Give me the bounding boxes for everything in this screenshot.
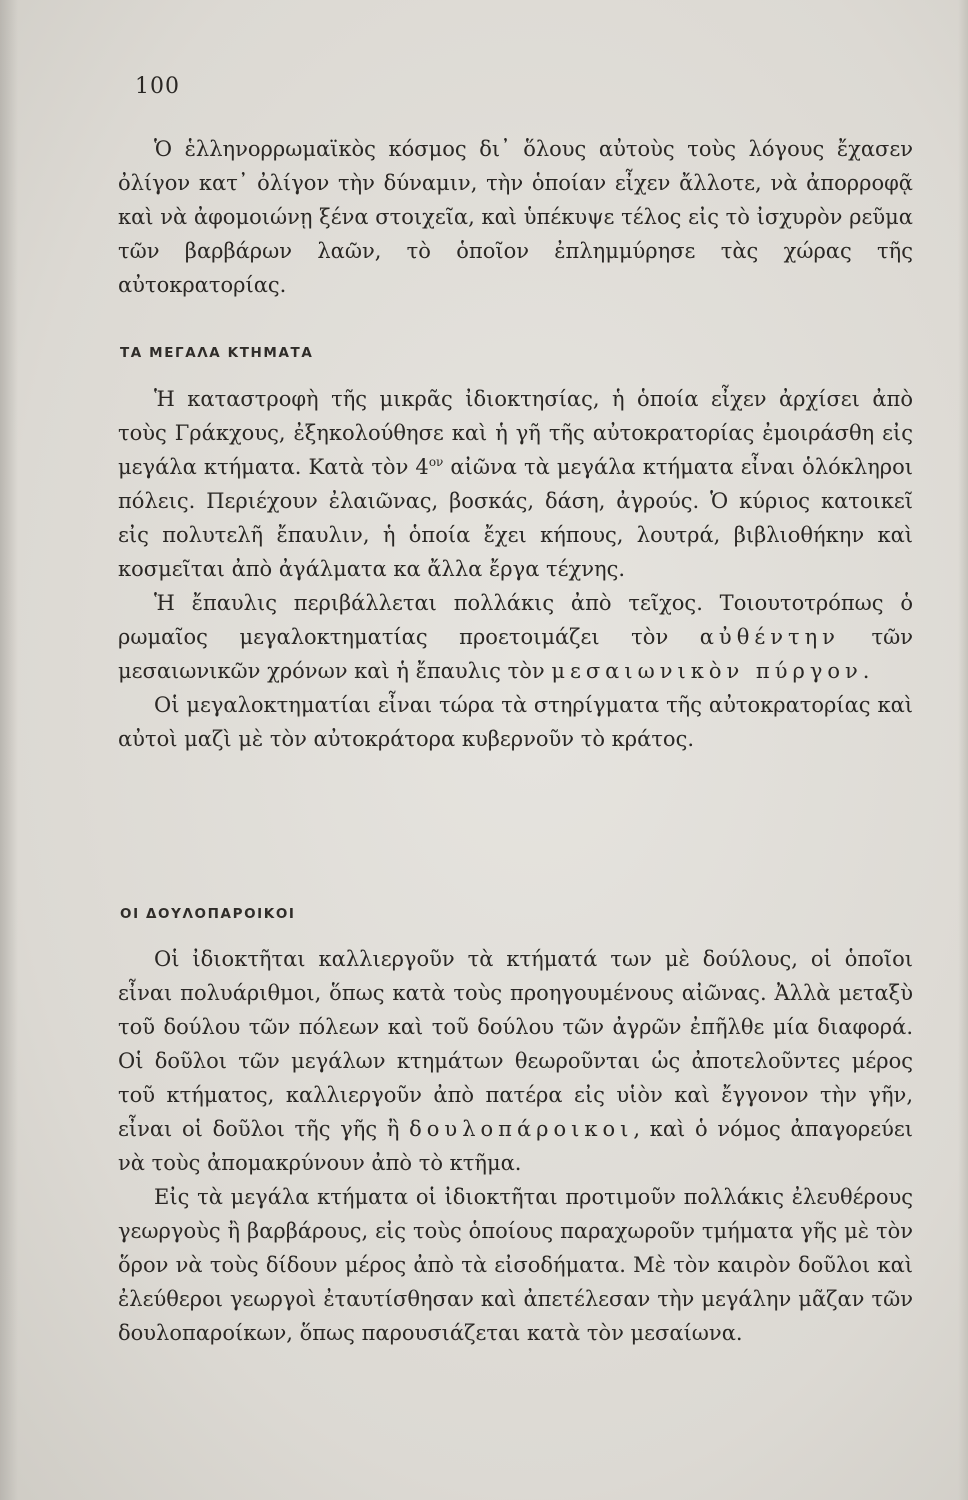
- section-estates-body: [118, 382, 913, 756]
- text-run: .: [862, 659, 870, 683]
- paragraph-serfs-1: [118, 942, 913, 1180]
- section-heading-serfs: ΟΙ ΔΟΥΛΟΠΑΡΟΙΚΟΙ: [120, 906, 296, 922]
- page-edge-shadow: [958, 0, 968, 1500]
- superscript-ordinal: ον: [428, 455, 444, 469]
- intro-paragraph: Ὁ ἑλληνορρωμαϊκὸς κόσμος δι᾽ ὅλους αὐτοὺς τοὺς λόγους ἔχασεν ὀλίγον κατ᾽ ὀλίγον τὴν δύναμιν, τὴν ὁποίαν εἶχεν ἄλλοτε, νὰ ἀπορροφᾷ καὶ νὰ ἀφομοιώνῃ ξένα στοιχεῖα, καὶ ὑπέκυψε τέλος εἰς τὸ ἰσχυρὸν ρεῦμα τῶν βαρβάρων λαῶν, τὸ ὁποῖον ἐπλημμύρησε τὰς χώρας τῆς αὐτοκρατορίας.: [118, 137, 913, 297]
- text-run: , καὶ ὁ νόμος ἀπαγορεύει νὰ τοὺς ἀπομακρύνουν ἀπὸ τὸ κτῆμα.: [118, 1117, 913, 1175]
- paragraph-estates-3: Οἱ μεγαλοκτηματίαι εἶναι τώρα τὰ στηρίγματα τῆς αὐτοκρατορίας καὶ αὐτοὶ μαζὶ μὲ τὸν αὐτοκράτορα κυβερνοῦν τὸ κράτος.: [118, 693, 913, 751]
- section-heading-estates: ΤΑ ΜΕΓΑΛΑ ΚΤΗΜΑΤΑ: [120, 345, 314, 361]
- text-run: Ἡ καταστροφὴ τῆς μικρᾶς ἰδιοκτησίας, ἡ ὁποία εἶχεν ἀρχίσει ἀπὸ τοὺς Γράκχους, ἐξηκολούθησε καὶ ἡ γῆ τῆς αὐτοκρατορίας ἐμοιράσθη εἰς μεγάλα κτήματα. Κατὰ τὸν 4: [118, 387, 913, 479]
- page-gutter-shadow: [0, 0, 18, 1500]
- paragraph-serfs-2: Εἰς τὰ μεγάλα κτήματα οἱ ἰδιοκτῆται προτιμοῦν πολλάκις ἐλευθέρους γεωργοὺς ἢ βαρβάρους, εἰς τοὺς ὁποίους παραχωροῦν τμήματα γῆς μὲ τὸν ὅρον νὰ τοὺς δίδουν μέρος ἀπὸ τὰ εἰσοδήματα. Μὲ τὸν καιρὸν δοῦλοι καὶ ἐλεύθεροι γεωργοὶ ἐταυτίσθησαν καὶ ἀπετέλεσαν τὴν μεγάλην μᾶζαν τῶν δουλοπαροίκων, ὅπως παρουσιάζεται κατὰ τὸν μεσαίωνα.: [118, 1185, 913, 1345]
- text-run: Ἡ ἔπαυλις περιβάλλεται πολλάκις ἀπὸ τεῖχος. Τοιουτοτρόπως ὁ ρωμαῖος μεγαλοκτηματίας προετοιμάζει τὸν: [118, 591, 913, 649]
- text-run: τῶν μεσαιωνικῶν χρόνων καὶ ἡ ἔπαυλις τὸν: [118, 625, 913, 683]
- spaced-term-douloparoikoi: δουλοπάροικοι: [409, 1117, 634, 1141]
- paragraph-estates-1: [118, 382, 913, 586]
- intro-block: [118, 132, 913, 302]
- section-serfs-body: [118, 942, 913, 1350]
- text-run: αἰῶνα τὰ μεγάλα κτήματα εἶναι ὁλόκληροι πόλεις. Περιέχουν ἐλαιῶνας, βοσκάς, δάση, ἀγρούς. Ὁ κύριος κατοικεῖ εἰς πολυτελῆ ἔπαυλιν, ἡ ὁποία ἔχει κήπους, λουτρά, βιβλιοθήκην καὶ κοσμεῖται ἀπὸ ἀγάλματα κα ἄλλα ἔργα τέχνης.: [118, 455, 914, 581]
- spaced-term-pyrgos: μεσαιωνικὸν πύργον: [551, 659, 863, 683]
- page-number: 100: [135, 74, 180, 99]
- paragraph-estates-2: [118, 586, 913, 688]
- spaced-term-authentes: αὐθέντην: [699, 625, 840, 649]
- text-run: Οἱ ἰδιοκτῆται καλλιεργοῦν τὰ κτήματά των μὲ δούλους, οἱ ὁποῖοι εἶναι πολυάριθμοι, ὅπως κατὰ τοὺς προηγουμένους αἰῶνας. Ἀλλὰ μεταξὺ τοῦ δούλου τῶν πόλεων καὶ τοῦ δούλου τῶν ἀγρῶν ἐπῆλθε μία διαφορά. Οἱ δοῦλοι τῶν μεγάλων κτημάτων θεωροῦνται ὡς ἀποτελοῦντες μέρος τοῦ κτήματος, καλλιεργοῦν ἀπὸ πατέρα εἰς υἱὸν καὶ ἔγγονον τὴν γῆν, εἶναι οἱ δοῦλοι τῆς γῆς ἢ: [118, 947, 913, 1141]
